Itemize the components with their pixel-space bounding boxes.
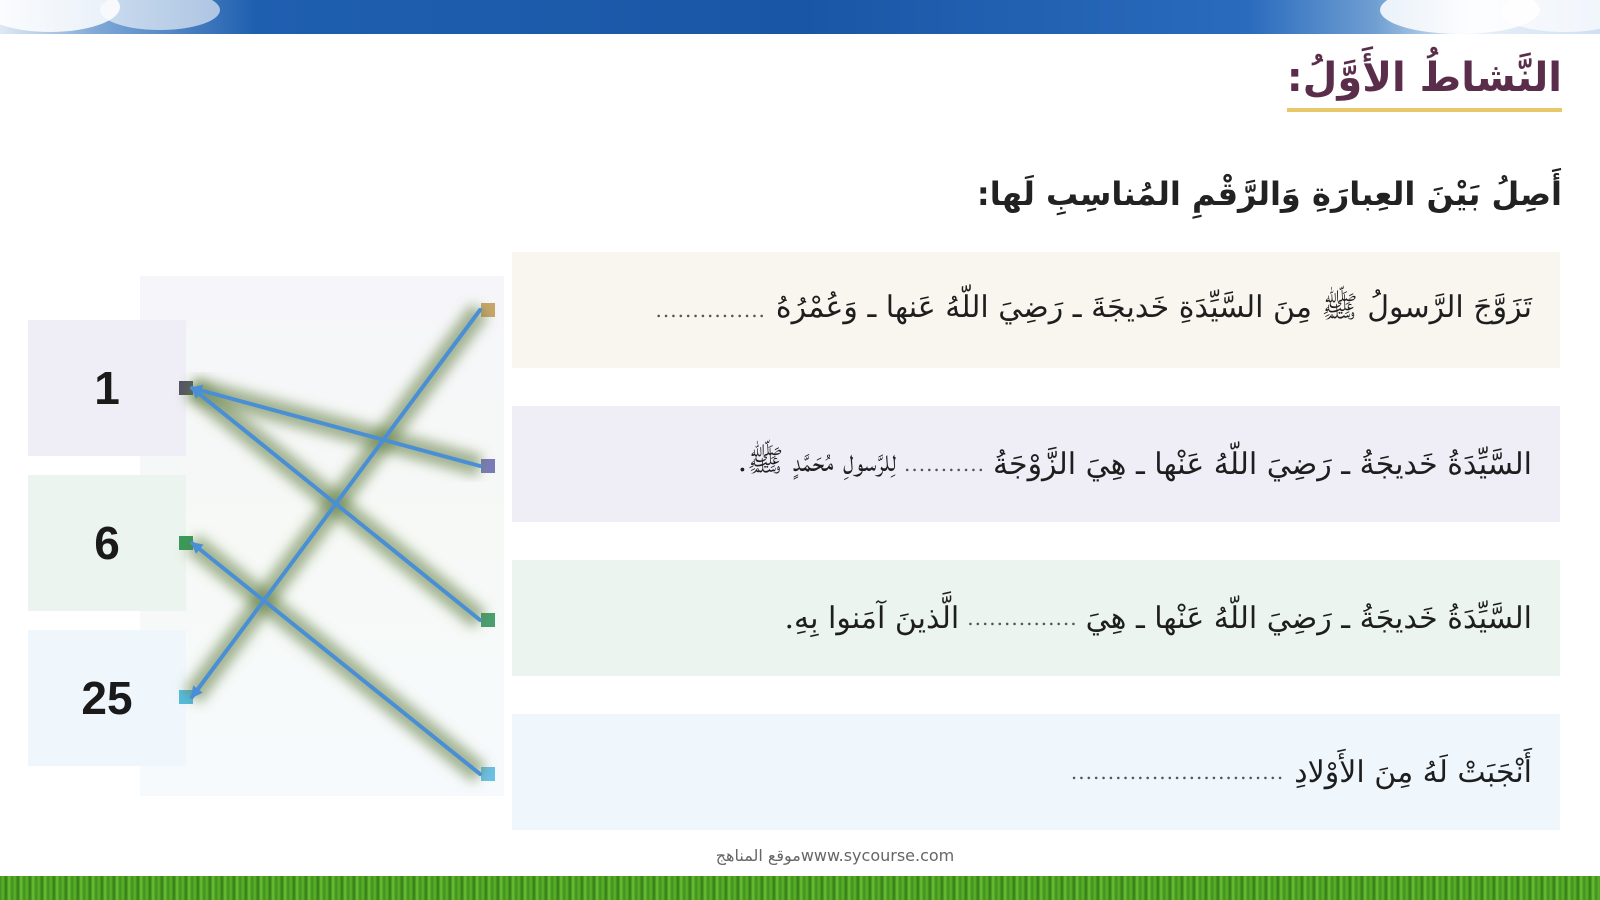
statement-1[interactable] [512,252,1560,368]
statement-2[interactable] [512,406,1560,522]
statement-2-text: السَّيِّدَةُ خَديجَةُ ـ رَضِيَ اللّهُ عَنْها ـ هِيَ الزَّوْجَةُ [992,446,1532,482]
statement-4-text: أَنْجَبَتْ لَهُ مِنَ الأَوْلادِ [1294,754,1532,790]
sky-banner [0,0,1600,34]
statement-3-text-end: الَّذينَ آمَنوا بِهِ. [784,600,960,636]
number-2-connector[interactable] [179,536,193,550]
number-3-connector[interactable] [179,690,193,704]
cloud-left-2 [100,0,220,30]
footer-website: موقع المناهجwww.sycourse.com [715,846,955,865]
instruction-text: أَصِلُ بَيْنَ العِبارَةِ وَالرَّقْمِ المُناسِبِ لَها: [976,175,1562,213]
statement-1-text: تَزَوَّجَ الرَّسولُ ﷺ مِنَ السَّيِّدَةِ خَديجَةَ ـ رَضِيَ اللّهُ عَنها ـ وَعُمْرُهُ [775,289,1532,325]
statement-3-connector[interactable] [481,613,495,627]
statement-4-blank: ............................. [1070,760,1285,784]
statement-1-connector[interactable] [481,303,495,317]
statement-3-text: السَّيِّدَةُ خَديجَةُ ـ رَضِيَ اللّهُ عَنْها ـ هِيَ [1085,600,1532,636]
statement-3-blank: ............... [967,606,1078,630]
numbers-panel-background [140,276,504,796]
activity-title: النَّشاطُ الأَوَّلُ: [1287,52,1562,112]
statement-4-connector[interactable] [481,767,495,781]
number-1-connector[interactable] [179,381,193,395]
grass-band [0,876,1600,900]
statement-3[interactable] [512,560,1560,676]
statement-2-text-end: لِلرَّسولِ مُحَمَّدٍ ﷺ. [737,443,896,479]
statement-2-connector[interactable] [481,459,495,473]
statement-1-blank: ............... [655,298,766,322]
number-box-1[interactable]: 1 [28,320,186,456]
number-box-2[interactable]: 6 [28,475,186,611]
statement-2-blank: ........... [904,452,985,476]
number-box-3[interactable]: 25 [28,630,186,766]
statement-4[interactable] [512,714,1560,830]
